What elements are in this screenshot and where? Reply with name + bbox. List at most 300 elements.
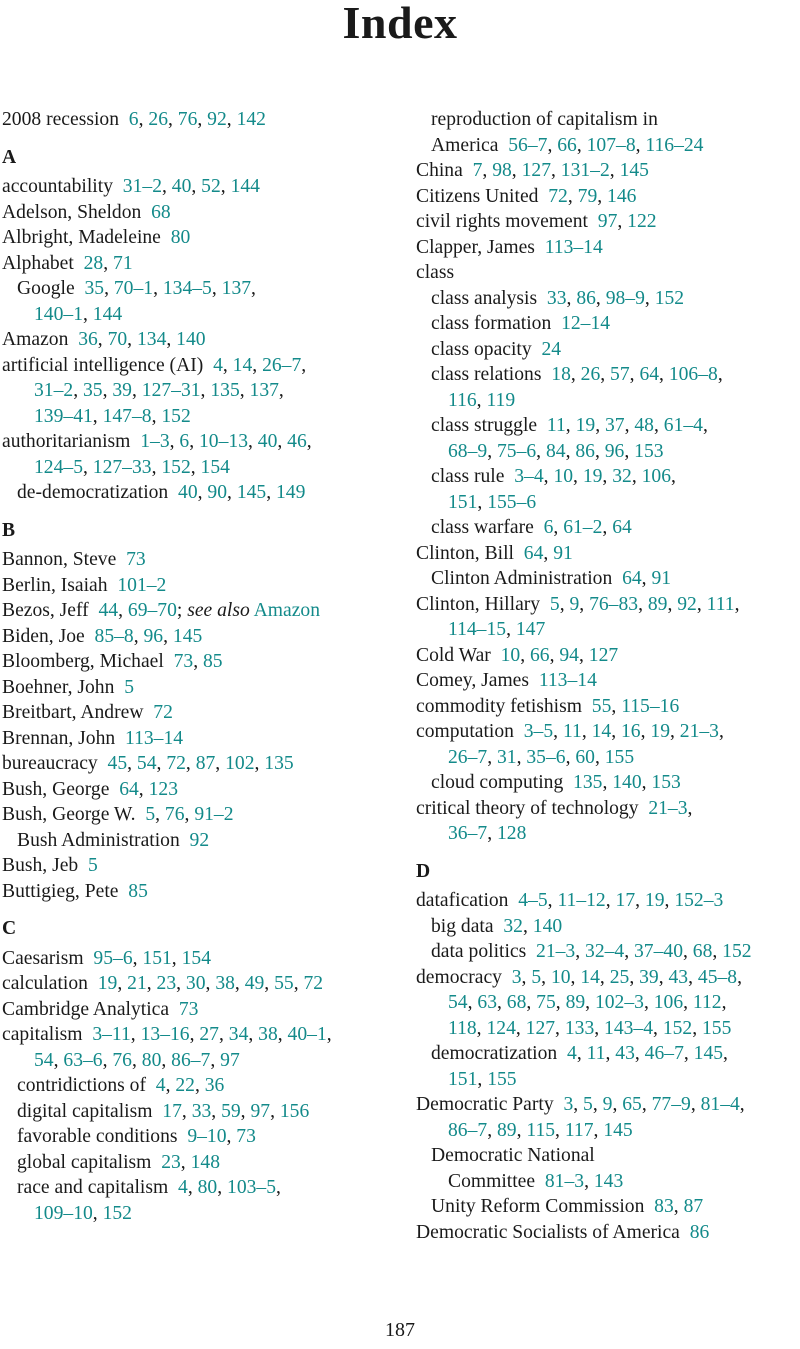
page-reference: 24 <box>541 338 562 360</box>
page-separator: , <box>594 440 605 462</box>
page-separator: , <box>739 1094 745 1115</box>
page-separator: , <box>595 415 605 436</box>
page-reference: 143–4 <box>604 1017 654 1039</box>
page-reference: 118 <box>448 1017 477 1039</box>
page-reference: 106–8 <box>668 364 718 385</box>
page-reference: 63–6 <box>63 1049 103 1071</box>
page-reference: 28 <box>83 252 104 274</box>
page-reference: 97 <box>250 1100 271 1122</box>
index-entry-continuation <box>416 821 800 847</box>
index-term: Clinton, Hillary <box>416 593 541 615</box>
page-reference: 7 <box>472 160 483 181</box>
page-reference: 3–4 <box>514 466 544 487</box>
index-term: class relations <box>431 364 542 385</box>
index-section-letter: C <box>2 918 17 939</box>
page-separator: , <box>210 1049 221 1071</box>
index-term: democracy <box>416 966 502 988</box>
page-separator: , <box>82 303 93 325</box>
page-separator: ; <box>176 600 188 621</box>
page-separator: , <box>176 973 186 994</box>
page-reference: 39 <box>639 966 659 988</box>
index-term: big data <box>431 915 494 937</box>
index-term: cloud computing <box>431 772 564 793</box>
page-reference: 40 <box>257 431 278 452</box>
page-reference: 152 <box>102 1202 132 1224</box>
page-reference: 80 <box>170 227 191 248</box>
page-reference: 97 <box>220 1049 240 1071</box>
index-term: de-democratization <box>17 482 169 503</box>
page-reference: 64 <box>523 542 544 564</box>
index-entry <box>2 1124 400 1150</box>
index-entry <box>2 726 400 752</box>
index-entry <box>2 946 400 972</box>
page-separator: , <box>251 278 256 299</box>
index-entry <box>416 694 800 720</box>
page-reference: 68 <box>506 992 527 1013</box>
page-separator: , <box>617 211 628 232</box>
page-reference: 21 <box>127 973 147 994</box>
page-reference: 135 <box>264 753 294 774</box>
page-separator: , <box>180 1151 191 1173</box>
page-separator: , <box>103 252 114 274</box>
page-reference: 147–8 <box>102 405 152 427</box>
page-reference: 19 <box>575 415 596 436</box>
page-separator: , <box>496 992 507 1013</box>
page-reference: 54 <box>34 1049 54 1071</box>
page-reference: 145 <box>172 625 203 647</box>
page-reference: 23 <box>156 973 177 994</box>
page-separator: , <box>185 753 196 774</box>
page-separator: , <box>602 517 613 538</box>
page-separator: , <box>487 1119 497 1141</box>
page-separator: , <box>688 966 698 988</box>
page-separator: , <box>521 966 532 988</box>
page-separator: , <box>184 804 195 825</box>
page-separator: , <box>696 593 707 615</box>
page-reference: 16 <box>621 721 641 742</box>
page-separator: , <box>226 1126 237 1147</box>
page-separator: , <box>555 992 566 1013</box>
index-term: Berlin, Isaiah <box>2 574 108 596</box>
page-separator: , <box>549 644 560 666</box>
page-separator: , <box>215 753 226 774</box>
page-reference: 40 <box>171 176 192 197</box>
page-reference: 135 <box>573 772 603 793</box>
page-reference: 19 <box>582 466 603 487</box>
page-reference: 11 <box>586 1043 606 1064</box>
page-reference: 17 <box>162 1100 182 1122</box>
index-entry-continuation <box>2 1201 400 1227</box>
index-term: datafication <box>416 890 509 911</box>
page-separator: , <box>659 364 669 385</box>
page-separator: , <box>197 482 208 503</box>
index-term: Bannon, Steve <box>2 549 117 570</box>
page-reference: 133 <box>564 1017 595 1039</box>
page-separator: , <box>573 1094 584 1115</box>
page-separator: , <box>638 593 648 615</box>
page-reference: 76 <box>112 1049 132 1071</box>
page-reference: 76–83 <box>589 593 639 615</box>
page-reference: 148 <box>190 1151 220 1173</box>
index-entry <box>2 598 400 624</box>
page-reference: 85 <box>128 880 148 902</box>
page-separator: , <box>547 134 558 156</box>
page-reference: 109–10 <box>34 1202 93 1224</box>
page-reference: 119 <box>486 389 516 411</box>
index-term: accountability <box>2 176 113 197</box>
page-separator: , <box>664 890 675 911</box>
page-separator: , <box>226 109 237 130</box>
page-reference: 5 <box>583 1094 593 1115</box>
page-reference: 19 <box>644 890 665 911</box>
index-term: Biden, Joe <box>2 625 85 647</box>
page-separator: , <box>254 753 265 774</box>
index-entry <box>416 1143 800 1169</box>
page-reference: 30 <box>185 973 206 994</box>
page-separator: , <box>526 992 537 1013</box>
index-entry <box>2 853 400 879</box>
page-reference: 60 <box>575 746 595 768</box>
page-reference: 113–14 <box>125 727 184 749</box>
page-reference: 21–3 <box>648 797 688 819</box>
index-entry <box>416 566 800 592</box>
page-separator: , <box>161 1049 172 1071</box>
page-separator: , <box>138 109 149 130</box>
page-reference: 3 <box>511 966 522 988</box>
index-entry <box>2 480 400 506</box>
page-separator: , <box>156 753 167 774</box>
page-reference: 112 <box>692 992 722 1013</box>
page-separator: , <box>578 644 589 666</box>
page-reference: 54 <box>136 753 157 774</box>
page-reference: 55 <box>591 695 612 717</box>
page-reference: 137 <box>249 380 279 401</box>
page-reference: 11–12 <box>557 890 606 911</box>
page-separator: , <box>82 456 93 478</box>
page-reference: 128 <box>496 823 527 844</box>
page-reference: 64 <box>622 568 642 589</box>
page-separator: , <box>641 568 652 589</box>
page-separator: , <box>522 915 533 937</box>
page-reference: 154 <box>181 947 211 969</box>
index-entry <box>2 547 400 573</box>
page-reference: 127 <box>521 160 551 181</box>
page-reference: 117 <box>564 1119 594 1141</box>
index-entry <box>416 286 800 312</box>
page-reference: 35–6 <box>526 746 566 768</box>
page-reference: 23 <box>161 1151 181 1173</box>
index-term: contridictions of <box>17 1075 146 1096</box>
page-reference: 61–2 <box>563 517 603 538</box>
page-reference: 71 <box>113 252 133 274</box>
page-reference: 86–7 <box>171 1049 211 1071</box>
page-reference: 17 <box>615 890 636 911</box>
page-separator: , <box>605 1043 616 1064</box>
page-reference: 6 <box>128 109 139 130</box>
index-column-right <box>416 107 800 1245</box>
page-reference: 122 <box>627 211 657 232</box>
page-reference: 57 <box>610 364 630 385</box>
page-reference: 68–9 <box>448 440 488 462</box>
page-separator: , <box>595 287 606 309</box>
index-term: data politics <box>431 941 527 962</box>
index-term: bureaucracy <box>2 753 98 774</box>
index-entry-continuation <box>416 1016 800 1042</box>
page-separator: , <box>576 134 587 156</box>
page-reference: 87 <box>683 1196 704 1217</box>
page-reference: 18 <box>551 364 571 385</box>
page-reference: 123 <box>148 778 178 800</box>
page-reference: 80 <box>141 1049 162 1071</box>
index-entry <box>2 777 400 803</box>
page-reference: 116–24 <box>645 134 704 156</box>
page-reference: 73 <box>178 998 199 1020</box>
index-term: favorable conditions <box>17 1126 178 1147</box>
index-term: civil rights movement <box>416 211 588 232</box>
page-separator: , <box>217 1177 228 1198</box>
index-entry <box>2 276 400 302</box>
page-reference: 10 <box>500 644 521 666</box>
page-reference: 6 <box>543 517 554 538</box>
page-separator: , <box>594 746 605 768</box>
page-separator: , <box>718 721 724 742</box>
index-term: reproduction of capitalism in <box>431 109 658 130</box>
page-reference: 3–5 <box>523 721 554 742</box>
page-reference: 131–2 <box>560 160 610 181</box>
index-term: Boehner, John <box>2 676 115 698</box>
index-entry <box>2 1099 400 1125</box>
page-separator: , <box>576 1043 587 1064</box>
page-reference: 147 <box>515 619 546 640</box>
index-term: class rule <box>431 466 505 487</box>
index-term: Amazon <box>2 329 69 350</box>
page-separator: , <box>581 721 592 742</box>
page-separator: , <box>567 185 578 207</box>
page-separator: , <box>467 992 478 1013</box>
page-reference: 134 <box>136 329 167 350</box>
index-term: Google <box>17 278 75 299</box>
page-reference: 92 <box>189 829 210 851</box>
index-entry <box>416 413 800 439</box>
page-separator: , <box>553 721 563 742</box>
index-entry <box>416 1092 800 1118</box>
page-reference: 142 <box>236 109 266 130</box>
index-entry <box>416 914 800 940</box>
index-entry <box>2 1175 400 1201</box>
page-separator: , <box>194 1075 205 1096</box>
index-entry <box>416 158 800 184</box>
page-separator: , <box>270 1100 280 1122</box>
page-separator: , <box>169 431 180 452</box>
page-reference: 152 <box>161 456 191 478</box>
page-separator: , <box>723 1043 728 1064</box>
index-entry <box>2 174 400 200</box>
page-reference: 86 <box>576 287 596 309</box>
page-separator: , <box>92 405 103 427</box>
index-term: Committee <box>448 1170 536 1192</box>
page-separator: , <box>155 804 165 825</box>
page-separator: , <box>602 772 613 793</box>
page-separator: , <box>682 941 693 962</box>
page-reference: 55 <box>274 973 294 994</box>
page-reference: 101–2 <box>117 574 167 596</box>
index-entry <box>416 133 800 159</box>
index-entry <box>416 260 800 286</box>
index-term: race and capitalism <box>17 1177 169 1198</box>
page-reference: 151 <box>448 491 478 513</box>
page-reference: 3–11 <box>92 1024 131 1045</box>
page-reference: 21–3 <box>536 941 576 962</box>
page-reference: 32 <box>612 466 632 487</box>
page-separator: , <box>102 1049 113 1071</box>
index-term: democratization <box>431 1043 558 1064</box>
page-reference: 152 <box>722 941 752 962</box>
page-reference: 31 <box>496 746 517 768</box>
index-term: global capitalism <box>17 1151 152 1173</box>
index-entry <box>416 464 800 490</box>
page-reference: 68 <box>151 201 171 223</box>
page-separator: , <box>566 287 577 309</box>
page-reference: 97 <box>597 211 618 232</box>
page-separator: , <box>506 619 516 640</box>
index-term: Breitbart, Andrew <box>2 702 144 723</box>
page-reference: 5 <box>88 855 98 876</box>
page-reference: 151 <box>448 1068 478 1090</box>
page-separator: , <box>276 1177 281 1198</box>
page-separator: , <box>197 109 208 130</box>
page-reference: 26 <box>148 109 168 130</box>
page-reference: 70 <box>107 329 128 350</box>
page-reference: 139–41 <box>34 405 93 427</box>
see-also-label: see also <box>187 600 250 621</box>
page-reference: 144 <box>92 303 123 325</box>
page-reference: 91 <box>553 542 573 564</box>
index-entry-continuation <box>416 388 800 414</box>
index-term: Citizens United <box>416 185 539 207</box>
page-reference: 116 <box>448 389 477 411</box>
page-reference: 127 <box>525 1017 556 1039</box>
page-separator: , <box>611 721 621 742</box>
page-separator: , <box>520 644 530 666</box>
page-separator: , <box>153 278 163 299</box>
page-separator: , <box>644 287 655 309</box>
index-entry-continuation <box>416 490 800 516</box>
page-reference: 5 <box>549 593 560 615</box>
index-term: critical theory of technology <box>416 797 639 819</box>
index-entry <box>2 997 400 1023</box>
index-entry <box>416 592 800 618</box>
page-separator: , <box>130 1024 141 1045</box>
page-reference: 4 <box>155 1075 166 1096</box>
page-separator: , <box>516 1119 527 1141</box>
page-reference: 61–4 <box>663 415 703 436</box>
page-separator: , <box>220 176 231 197</box>
page-reference: 36–7 <box>448 823 488 844</box>
page-separator: , <box>187 1177 198 1198</box>
page-reference: 37 <box>604 415 625 436</box>
page-reference: 34 <box>228 1024 249 1045</box>
page-separator: , <box>138 778 149 800</box>
page-reference: 84 <box>545 440 566 462</box>
index-section-letter: A <box>2 146 17 168</box>
page-separator: , <box>543 542 554 564</box>
page-separator: , <box>132 947 143 969</box>
index-entry <box>2 225 400 251</box>
page-separator: , <box>189 431 199 452</box>
page-reference: 33 <box>546 287 567 309</box>
page-separator: , <box>326 1024 332 1045</box>
page-separator: , <box>166 329 177 350</box>
page-separator: , <box>653 1017 663 1039</box>
page-reference: 98 <box>492 160 512 181</box>
page-reference: 98–9 <box>605 287 645 309</box>
page-separator: , <box>487 440 497 462</box>
page-reference: 75 <box>536 992 556 1013</box>
page-separator: , <box>167 109 178 130</box>
page-separator: , <box>555 1017 565 1039</box>
index-term: commodity fetishism <box>416 695 582 717</box>
page-reference: 152 <box>654 287 685 309</box>
page-separator: , <box>547 890 558 911</box>
page-reference: 72 <box>153 702 173 723</box>
index-term: Unity Reform Commission <box>431 1196 645 1217</box>
page-separator: , <box>584 1170 594 1192</box>
index-term: Bush, George <box>2 778 110 800</box>
page-separator: , <box>673 1196 684 1217</box>
page-reference: 3 <box>563 1094 574 1115</box>
index-entry <box>416 719 800 745</box>
page-separator: , <box>702 415 708 436</box>
page-separator: , <box>687 797 693 819</box>
index-entry <box>416 1194 800 1220</box>
index-section-letter: D <box>416 860 431 882</box>
page-separator: , <box>146 973 157 994</box>
page-reference: 75–6 <box>496 440 537 462</box>
page-separator: , <box>515 1017 526 1039</box>
page-reference: 43 <box>615 1043 635 1064</box>
page-reference: 19 <box>650 721 670 742</box>
index-entry <box>2 573 400 599</box>
page-separator: , <box>721 992 727 1013</box>
page-separator: , <box>218 1024 229 1045</box>
page-separator: , <box>165 1075 176 1096</box>
page-reference: 63 <box>477 992 497 1013</box>
index-term: Brennan, John <box>2 727 116 749</box>
page-reference: 144 <box>230 176 260 197</box>
page-reference: 37–40 <box>634 941 683 962</box>
page-separator: , <box>131 380 142 401</box>
index-term: digital capitalism <box>17 1100 153 1122</box>
page-reference: 155–6 <box>487 491 537 513</box>
page-reference: 152 <box>161 405 191 427</box>
page-reference: 39 <box>112 380 132 401</box>
page-reference: 102–3 <box>594 992 644 1013</box>
page-separator: , <box>658 966 669 988</box>
page-reference: 145 <box>619 160 649 181</box>
page-reference: 66 <box>529 644 550 666</box>
page-reference: 89 <box>565 992 586 1013</box>
page-reference: 94 <box>559 644 579 666</box>
page-reference: 27 <box>199 1024 219 1045</box>
page-reference: 5 <box>531 966 542 988</box>
page-separator: , <box>690 1094 701 1115</box>
page-separator: , <box>131 1049 142 1071</box>
page-reference: 45–8 <box>697 966 738 988</box>
page-reference: 64 <box>119 778 139 800</box>
page-reference: 6 <box>179 431 190 452</box>
page-separator: , <box>565 415 576 436</box>
page-reference: 59 <box>221 1100 241 1122</box>
